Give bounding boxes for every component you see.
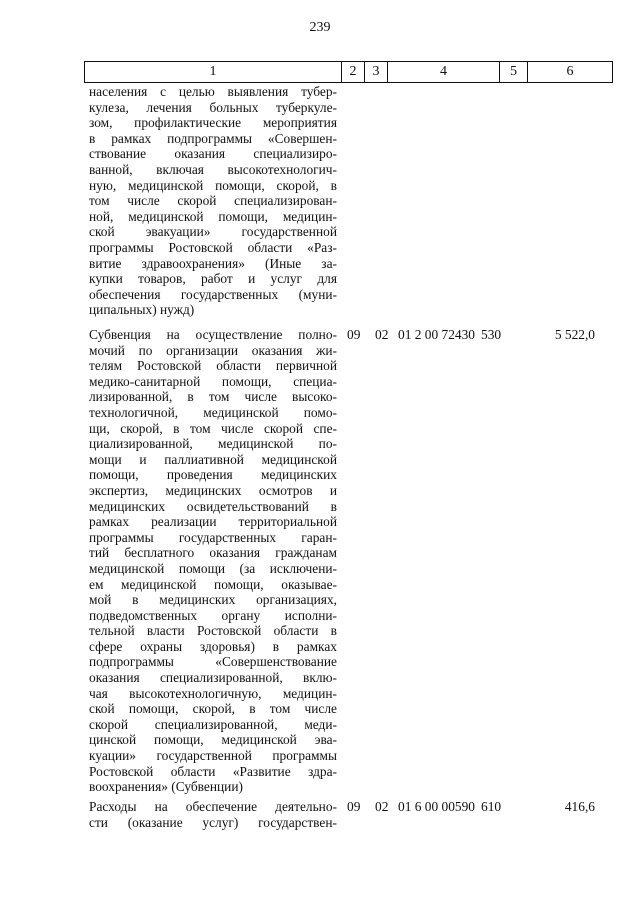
description-line: зом, профилактические мероприятия (89, 115, 337, 131)
description-line: медико-санитарной помощи, специа- (89, 373, 337, 389)
description-line: мощи и паллиативной медицинской (89, 451, 337, 467)
description-line: тий бесплатного оказания гражданам (89, 545, 337, 561)
description-line: лизированной, в том числе высоко- (89, 389, 337, 405)
description-line: скорой специализированной, меди- (89, 716, 337, 732)
amount: 5 522,0 (554, 327, 595, 342)
description-line: мочий по организации оказания жи- (89, 342, 337, 358)
subsection-code: 02 (375, 799, 389, 814)
description-line: Ростовской области «Развитие здра- (89, 763, 337, 779)
header-col-4: 4 (388, 62, 500, 83)
description-line: подведомственных органу исполни- (89, 607, 337, 623)
description-line: рамках реализации территориальной (89, 514, 337, 530)
description-line: том числе скорой специализирован- (89, 193, 337, 209)
description-line: технологичной, медицинской помо- (89, 404, 337, 420)
description-line: куации» государственной программы (89, 748, 337, 764)
description-line: Субвенция на осуществление полно- (89, 327, 337, 342)
header-col-3: 3 (365, 62, 388, 83)
header-col-2: 2 (342, 62, 365, 83)
subsection-code: 02 (375, 327, 389, 342)
description-line: чая высокотехнологичную, медицин- (89, 685, 337, 701)
amount: 416,6 (564, 799, 595, 814)
description-line: ванной, включая высокотехнологич- (89, 161, 337, 177)
expense-type-code: 610 (481, 799, 502, 814)
description-line: Расходы на обеспечение деятельно- (89, 799, 337, 814)
description-line: цинской помощи, медицинской эва- (89, 732, 337, 748)
header-col-1: 1 (85, 62, 342, 83)
description-line: в рамках подпрограммы «Совершен- (89, 130, 337, 146)
target-code: 01 2 00 72430 (398, 327, 475, 342)
description-line: ной, медицинской помощи, медицин- (89, 208, 337, 224)
description-line: сфере охраны здоровья) в рамках (89, 638, 337, 654)
section-code: 09 (347, 327, 361, 342)
description-line: экспертиз, медицинских осмотров и (89, 482, 337, 498)
description-line: ем медицинской помощи, оказывае- (89, 576, 337, 592)
section-code: 09 (347, 799, 361, 814)
description-line: программы Ростовской области «Раз- (89, 239, 337, 255)
description-line: телям Ростовской области первичной (89, 358, 337, 374)
description-line: помощи, проведения медицинских (89, 467, 337, 483)
description-line: ципальных) нужд) (89, 302, 195, 318)
target-code: 01 6 00 00590 (398, 799, 475, 814)
description-line: тельной власти Ростовской области в (89, 623, 337, 639)
description-line: ствование оказания специализиро- (89, 146, 337, 162)
row-description (89, 327, 337, 795)
table-header (84, 61, 613, 83)
description-line: медицинской помощи (за исключени- (89, 560, 337, 576)
description-line: кулеза, лечения больных туберкуле- (89, 99, 337, 115)
page-number: 239 (309, 20, 331, 35)
description-line: оказания специализированной, вклю- (89, 670, 337, 686)
description-line: сти (оказание услуг) государствен- (89, 814, 337, 830)
description-line: циализированной, медицинской по- (89, 436, 337, 452)
description-line: программы государственных гаран- (89, 529, 337, 545)
row-description (89, 84, 337, 318)
description-line: ской эвакуации» государственной (89, 224, 337, 240)
row-description (89, 799, 337, 830)
description-line: обеспечения государственных (муни- (89, 286, 337, 302)
description-line: витие здравоохранения» (Иные за- (89, 255, 337, 271)
description-line: подпрограммы «Совершенствование (89, 654, 337, 670)
description-line: ную, медицинской помощи, скорой, в (89, 177, 337, 193)
expense-type-code: 530 (481, 327, 502, 342)
description-line: ской помощи, скорой, в том числе (89, 701, 337, 717)
description-line: купки товаров, работ и услуг для (89, 271, 337, 287)
header-col-5: 5 (500, 62, 528, 83)
description-line: населения с целью выявления тубер- (89, 84, 337, 99)
description-line: медицинских освидетельствований в (89, 498, 337, 514)
description-line: мой в медицинских организациях, (89, 592, 337, 608)
description-line: воохранения» (Субвенции) (89, 779, 243, 795)
header-col-6: 6 (528, 62, 613, 83)
description-line: щи, скорой, в том числе скорой спе- (89, 420, 337, 436)
